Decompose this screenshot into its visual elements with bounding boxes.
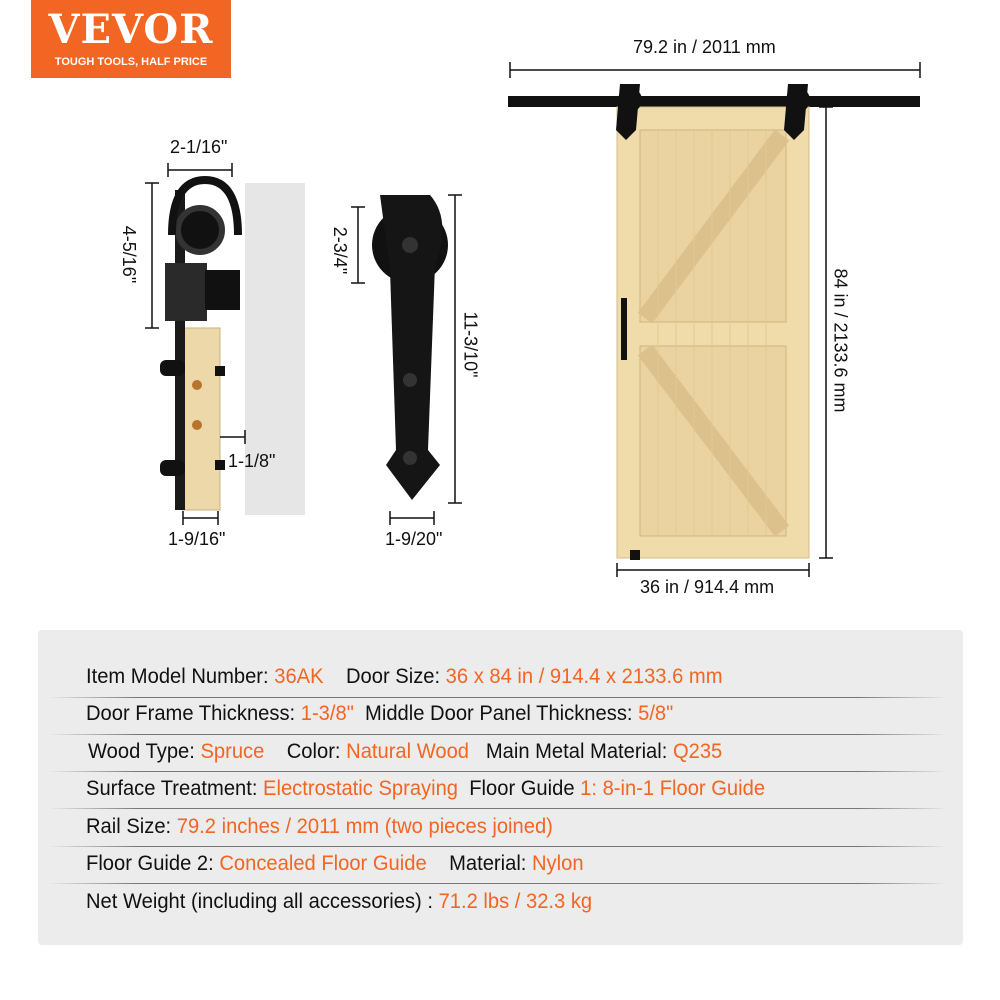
spec-value: Spruce — [200, 740, 265, 763]
roller-width-label: 2-1/16" — [170, 137, 228, 157]
spec-row — [88, 740, 722, 764]
spec-key: Door Frame Thickness: — [86, 702, 301, 725]
spec-key: Material: — [449, 852, 532, 875]
spec-value: 79.2 inches / 2011 mm (two pieces joined) — [176, 815, 553, 838]
bracket-gap-label: 1-1/8" — [228, 451, 276, 471]
spec-value: 71.2 lbs / 32.3 kg — [438, 890, 593, 913]
door-width-label: 36 in / 914.4 mm — [640, 577, 775, 597]
spec-key: Color: — [286, 740, 347, 763]
divider — [48, 771, 948, 772]
spec-key: Item Model Number: — [86, 665, 275, 688]
divider — [48, 697, 948, 698]
spec-key: Rail Size: — [86, 815, 177, 838]
barn-door — [508, 84, 920, 560]
spec-key: Floor Guide 2: — [86, 852, 220, 875]
spec-key: Surface Treatment: — [86, 777, 264, 800]
spec-row — [86, 815, 553, 839]
spec-value: Electrostatic Spraying — [263, 777, 459, 800]
logo-tagline: TOUGH TOOLS, HALF PRICE — [54, 56, 208, 68]
spec-value: Natural Wood — [346, 740, 470, 763]
logo-brand: VEVOR — [48, 6, 214, 53]
spec-key: Main Metal Material: — [485, 740, 673, 763]
door-height-label: 84 in / 2133.6 mm — [830, 268, 851, 413]
strap-width-label: 1-9/20" — [385, 529, 443, 549]
strap-length-label: 11-3/10" — [460, 311, 481, 378]
spec-value: 36 x 84 in / 914.4 x 2133.6 mm — [445, 665, 723, 688]
spec-value: Q235 — [672, 740, 723, 763]
spec-value: 1-3/8" — [300, 702, 354, 725]
spec-key: Net Weight (including all accessories) : — [86, 890, 439, 913]
divider — [48, 808, 948, 809]
spec-value: 5/8" — [638, 702, 674, 725]
spec-key: Wood Type: — [88, 740, 201, 763]
door-handle — [621, 298, 627, 360]
spec-row — [86, 890, 592, 914]
spec-row — [86, 852, 584, 876]
spec-row — [86, 665, 722, 689]
wheel-diameter-label: 2-3/4" — [330, 226, 351, 275]
spec-key: Middle Door Panel Thickness: — [365, 702, 639, 725]
divider — [48, 846, 948, 847]
spec-key: Floor Guide — [469, 777, 581, 800]
spec-value: 36AK — [274, 665, 324, 688]
roller-height-label: 4-5/16" — [119, 225, 140, 284]
rail — [508, 96, 920, 107]
divider — [48, 734, 948, 735]
spec-value: 1: 8-in-1 Floor Guide — [580, 777, 766, 800]
rail-length-label: 79.2 in / 2011 mm — [633, 37, 776, 57]
door-edge-wood — [183, 328, 220, 510]
spec-row — [86, 702, 673, 726]
spec-row — [86, 777, 765, 801]
specifications-panel — [38, 630, 963, 945]
spec-key: Door Size: — [345, 665, 446, 688]
door-thickness-label: 1-9/16" — [168, 529, 226, 549]
divider — [48, 883, 948, 884]
spec-value: Concealed Floor Guide — [219, 852, 427, 875]
spec-value: Nylon — [531, 852, 584, 875]
hanger-strap — [372, 195, 448, 500]
